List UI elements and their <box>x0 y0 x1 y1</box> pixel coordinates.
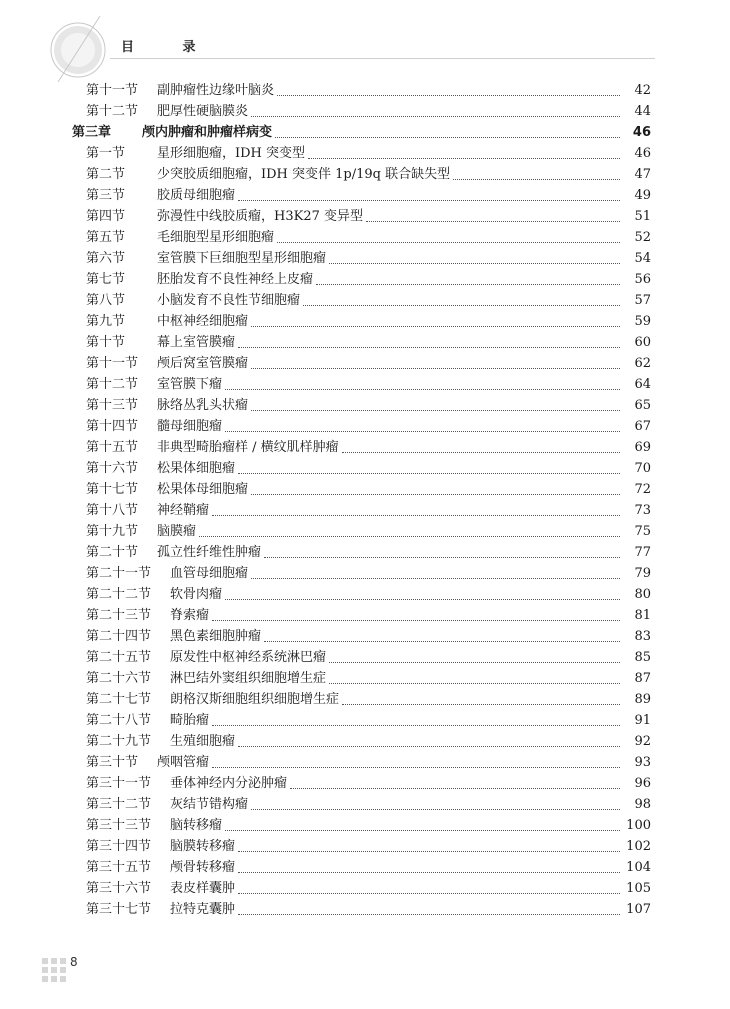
toc-entry-number: 第十五节 <box>86 440 139 455</box>
toc-section-row[interactable] <box>0 605 730 626</box>
toc-dot-leader <box>238 871 620 873</box>
toc-section-row[interactable] <box>0 290 730 311</box>
toc-dot-leader <box>264 556 620 558</box>
toc-entry-title: 拉特克囊肿 <box>170 902 236 917</box>
toc-entry-number: 第七节 <box>86 272 126 287</box>
toc-entry-title: 颅咽管瘤 <box>157 755 210 770</box>
toc-section-row[interactable] <box>0 773 730 794</box>
toc-section-row[interactable] <box>0 647 730 668</box>
toc-entry-page: 70 <box>634 461 651 476</box>
toc-entry-number: 第三十四节 <box>86 839 152 854</box>
toc-dot-leader <box>342 451 620 453</box>
page-title: 目 录 <box>121 40 218 55</box>
toc-dot-leader <box>212 724 620 726</box>
toc-entry-number: 第一节 <box>86 146 126 161</box>
toc-dot-leader <box>238 850 620 852</box>
toc-entry-number: 第十二节 <box>86 377 139 392</box>
toc-entry-page: 54 <box>634 251 651 266</box>
toc-entry-title: 脑膜瘤 <box>157 524 197 539</box>
toc-entry-number: 第三章 <box>72 125 112 140</box>
toc-section-row[interactable] <box>0 143 730 164</box>
toc-section-row[interactable] <box>0 416 730 437</box>
toc-section-row[interactable] <box>0 836 730 857</box>
toc-entry-page: 104 <box>626 860 651 875</box>
toc-dot-leader <box>366 220 620 222</box>
toc-entry-page: 44 <box>634 104 651 119</box>
toc-entry-title: 脑膜转移瘤 <box>170 839 236 854</box>
toc-entry-page: 80 <box>634 587 651 602</box>
toc-entry-title: 血管母细胞瘤 <box>170 566 249 581</box>
toc-dot-leader <box>238 913 620 915</box>
toc-entry-page: 75 <box>634 524 651 539</box>
toc-entry-page: 57 <box>634 293 651 308</box>
toc-dot-leader <box>251 493 620 495</box>
toc-entry-page: 77 <box>634 545 651 560</box>
toc-dot-leader <box>251 409 620 411</box>
toc-dot-leader <box>251 325 620 327</box>
toc-dot-leader <box>199 535 620 537</box>
toc-entry-page: 46 <box>632 125 651 140</box>
toc-entry-page: 85 <box>634 650 651 665</box>
toc-entry-page: 46 <box>634 146 651 161</box>
toc-entry-number: 第二节 <box>86 167 126 182</box>
toc-dot-leader <box>251 115 620 117</box>
toc-entry-number: 第四节 <box>86 209 126 224</box>
toc-entry-page: 67 <box>634 419 651 434</box>
toc-entry-title: 毛细胞型星形细胞瘤 <box>157 230 275 245</box>
toc-entry-title: 淋巴结外窦组织细胞增生症 <box>170 671 327 686</box>
toc-section-row[interactable] <box>0 668 730 689</box>
toc-section-row[interactable] <box>0 353 730 374</box>
toc-section-row[interactable] <box>0 878 730 899</box>
toc-section-row[interactable] <box>0 500 730 521</box>
toc-entry-number: 第二十节 <box>86 545 139 560</box>
toc-dot-leader <box>225 829 620 831</box>
toc-entry-page: 51 <box>634 209 651 224</box>
toc-dot-leader <box>225 598 620 600</box>
toc-entry-title: 中枢神经细胞瘤 <box>157 314 249 329</box>
toc-dot-leader <box>277 241 620 243</box>
toc-section-row[interactable] <box>0 80 730 101</box>
toc-entry-title: 弥漫性中线胶质瘤，H3K27 变异型 <box>157 209 363 224</box>
toc-entry-page: 73 <box>634 503 651 518</box>
toc-entry-page: 79 <box>634 566 651 581</box>
toc-entry-number: 第三节 <box>86 188 126 203</box>
toc-section-row[interactable] <box>0 626 730 647</box>
toc-entry-title: 颅后窝室管膜瘤 <box>157 356 249 371</box>
toc-entry-title: 黑色素细胞肿瘤 <box>170 629 262 644</box>
toc-entry-title: 幕上室管膜瘤 <box>157 335 236 350</box>
toc-dot-leader <box>225 388 620 390</box>
toc-section-row[interactable] <box>0 563 730 584</box>
toc-dot-leader <box>316 283 620 285</box>
toc-entry-page: 107 <box>626 902 651 917</box>
toc-dot-leader <box>329 262 620 264</box>
toc-entry-page: 81 <box>634 608 651 623</box>
toc-section-row[interactable] <box>0 710 730 731</box>
toc-dot-leader <box>264 640 620 642</box>
toc-section-row[interactable] <box>0 332 730 353</box>
toc-entry-page: 102 <box>626 839 651 854</box>
toc-entry-number: 第十一节 <box>86 83 139 98</box>
toc-entry-number: 第十三节 <box>86 398 139 413</box>
toc-entry-page: 89 <box>634 692 651 707</box>
toc-entry-number: 第二十九节 <box>86 734 152 749</box>
toc-section-row[interactable] <box>0 731 730 752</box>
toc-section-row[interactable] <box>0 311 730 332</box>
toc-section-row[interactable] <box>0 584 730 605</box>
toc-entry-number: 第十六节 <box>86 461 139 476</box>
toc-entry-number: 第三十二节 <box>86 797 152 812</box>
toc-entry-page: 42 <box>634 83 651 98</box>
toc-entry-page: 98 <box>634 797 651 812</box>
toc-entry-title: 松果体细胞瘤 <box>157 461 236 476</box>
toc-entry-number: 第八节 <box>86 293 126 308</box>
toc-entry-number: 第十九节 <box>86 524 139 539</box>
toc-entry-page: 52 <box>634 230 651 245</box>
toc-entry-number: 第十节 <box>86 335 126 350</box>
toc-entry-number: 第三十三节 <box>86 818 152 833</box>
toc-dot-leader <box>251 367 620 369</box>
toc-entry-title: 生殖细胞瘤 <box>170 734 236 749</box>
footer-grid-icon <box>42 958 66 982</box>
toc-entry-number: 第二十三节 <box>86 608 152 623</box>
toc-dot-leader <box>303 304 620 306</box>
toc-dot-leader <box>238 346 620 348</box>
toc-entry-number: 第二十一节 <box>86 566 152 581</box>
toc-entry-title: 髓母细胞瘤 <box>157 419 223 434</box>
toc-entry-title: 朗格汉斯细胞组织细胞增生症 <box>170 692 340 707</box>
toc-section-row[interactable] <box>0 101 730 122</box>
toc-entry-number: 第五节 <box>86 230 126 245</box>
toc-entry-page: 92 <box>634 734 651 749</box>
toc-entry-title: 肥厚性硬脑膜炎 <box>157 104 249 119</box>
toc-section-row[interactable] <box>0 542 730 563</box>
toc-entry-page: 47 <box>634 167 651 182</box>
toc-entry-page: 87 <box>634 671 651 686</box>
toc-entry-page: 91 <box>634 713 651 728</box>
toc-entry-page: 62 <box>634 356 651 371</box>
toc-dot-leader <box>251 808 620 810</box>
header-divider <box>110 58 655 59</box>
toc-entry-title: 神经鞘瘤 <box>157 503 210 518</box>
toc-entry-title: 室管膜下瘤 <box>157 377 223 392</box>
toc-section-row[interactable] <box>0 689 730 710</box>
toc-section-row[interactable] <box>0 794 730 815</box>
toc-entry-number: 第六节 <box>86 251 126 266</box>
toc-dot-leader <box>290 787 620 789</box>
toc-entry-title: 小脑发育不良性节细胞瘤 <box>157 293 301 308</box>
toc-section-row[interactable] <box>0 227 730 248</box>
toc-entry-title: 胚胎发育不良性神经上皮瘤 <box>157 272 314 287</box>
toc-entry-page: 100 <box>626 818 651 833</box>
toc-section-row[interactable] <box>0 521 730 542</box>
toc-dot-leader <box>277 94 620 96</box>
toc-dot-leader <box>329 682 620 684</box>
toc-dot-leader <box>225 430 620 432</box>
toc-entry-number: 第三十五节 <box>86 860 152 875</box>
toc-entry-number: 第二十七节 <box>86 692 152 707</box>
toc-entry-number: 第十一节 <box>86 356 139 371</box>
toc-entry-page: 105 <box>626 881 651 896</box>
toc-dot-leader <box>238 199 620 201</box>
toc-section-row[interactable] <box>0 857 730 878</box>
toc-entry-number: 第九节 <box>86 314 126 329</box>
toc-entry-number: 第三十七节 <box>86 902 152 917</box>
toc-section-row[interactable] <box>0 185 730 206</box>
toc-entry-title: 垂体神经内分泌肿瘤 <box>170 776 288 791</box>
toc-dot-leader <box>212 766 620 768</box>
toc-entry-number: 第十二节 <box>86 104 139 119</box>
toc-entry-title: 脉络丛乳头状瘤 <box>157 398 249 413</box>
toc-entry-page: 83 <box>634 629 651 644</box>
toc-entry-number: 第三十六节 <box>86 881 152 896</box>
toc-entry-title: 胶质母细胞瘤 <box>157 188 236 203</box>
toc-dot-leader <box>275 136 620 138</box>
toc-entry-title: 原发性中枢神经系统淋巴瘤 <box>170 650 327 665</box>
toc-section-row[interactable] <box>0 458 730 479</box>
toc-entry-page: 49 <box>634 188 651 203</box>
toc-entry-page: 59 <box>634 314 651 329</box>
toc-entry-title: 孤立性纤维性肿瘤 <box>157 545 262 560</box>
toc-section-row[interactable] <box>0 899 730 920</box>
toc-entry-page: 60 <box>634 335 651 350</box>
toc-section-row[interactable] <box>0 479 730 500</box>
toc-dot-leader <box>329 661 620 663</box>
toc-entry-title: 颅内肿瘤和肿瘤样病变 <box>142 125 273 140</box>
toc-entry-title: 软骨肉瘤 <box>170 587 223 602</box>
toc-section-row[interactable] <box>0 248 730 269</box>
toc-section-row[interactable] <box>0 815 730 836</box>
toc-entry-title: 室管膜下巨细胞型星形细胞瘤 <box>157 251 327 266</box>
toc-entry-number: 第十七节 <box>86 482 139 497</box>
toc-section-row[interactable] <box>0 374 730 395</box>
toc-entry-page: 96 <box>634 776 651 791</box>
toc-chapter-row[interactable] <box>0 122 730 143</box>
toc-entry-title: 颅骨转移瘤 <box>170 860 236 875</box>
toc-section-row[interactable] <box>0 437 730 458</box>
toc-dot-leader <box>251 577 620 579</box>
toc-entry-title: 表皮样囊肿 <box>170 881 236 896</box>
toc-section-row[interactable] <box>0 395 730 416</box>
toc-dot-leader <box>238 472 620 474</box>
toc-entry-number: 第二十五节 <box>86 650 152 665</box>
toc-dot-leader <box>238 745 620 747</box>
toc-entry-page: 69 <box>634 440 651 455</box>
toc-entry-title: 非典型畸胎瘤样 / 横纹肌样肿瘤 <box>157 440 339 455</box>
toc-entry-number: 第十四节 <box>86 419 139 434</box>
toc-dot-leader <box>308 157 620 159</box>
toc-entry-title: 副肿瘤性边缘叶脑炎 <box>157 83 275 98</box>
toc-section-row[interactable] <box>0 269 730 290</box>
toc-section-row[interactable] <box>0 752 730 773</box>
toc-entry-title: 脊索瘤 <box>170 608 210 623</box>
toc-entry-title: 脑转移瘤 <box>170 818 223 833</box>
toc-dot-leader <box>342 703 620 705</box>
toc-dot-leader <box>212 619 620 621</box>
toc-entry-number: 第二十八节 <box>86 713 152 728</box>
toc-entry-title: 少突胶质细胞瘤，IDH 突变伴 1p/19q 联合缺失型 <box>157 167 451 182</box>
toc-section-row[interactable] <box>0 206 730 227</box>
toc-entry-page: 64 <box>634 377 651 392</box>
page-number: 8 <box>70 955 78 969</box>
toc-entry-title: 灰结节错构瘤 <box>170 797 249 812</box>
toc-entry-number: 第二十四节 <box>86 629 152 644</box>
toc-dot-leader <box>212 514 620 516</box>
toc-section-row[interactable] <box>0 164 730 185</box>
toc-entry-number: 第二十二节 <box>86 587 152 602</box>
toc-entry-page: 72 <box>634 482 651 497</box>
toc-entry-number: 第三十一节 <box>86 776 152 791</box>
toc-entry-number: 第三十节 <box>86 755 139 770</box>
toc-entry-page: 65 <box>634 398 651 413</box>
header-circle-icon <box>40 10 120 90</box>
toc-dot-leader <box>453 178 620 180</box>
toc-entry-title: 畸胎瘤 <box>170 713 210 728</box>
toc-entry-title: 松果体母细胞瘤 <box>157 482 249 497</box>
toc-entry-page: 93 <box>634 755 651 770</box>
toc-entry-number: 第十八节 <box>86 503 139 518</box>
toc-entry-page: 56 <box>634 272 651 287</box>
toc-entry-title: 星形细胞瘤，IDH 突变型 <box>157 146 306 161</box>
toc-entry-number: 第二十六节 <box>86 671 152 686</box>
toc-dot-leader <box>238 892 620 894</box>
